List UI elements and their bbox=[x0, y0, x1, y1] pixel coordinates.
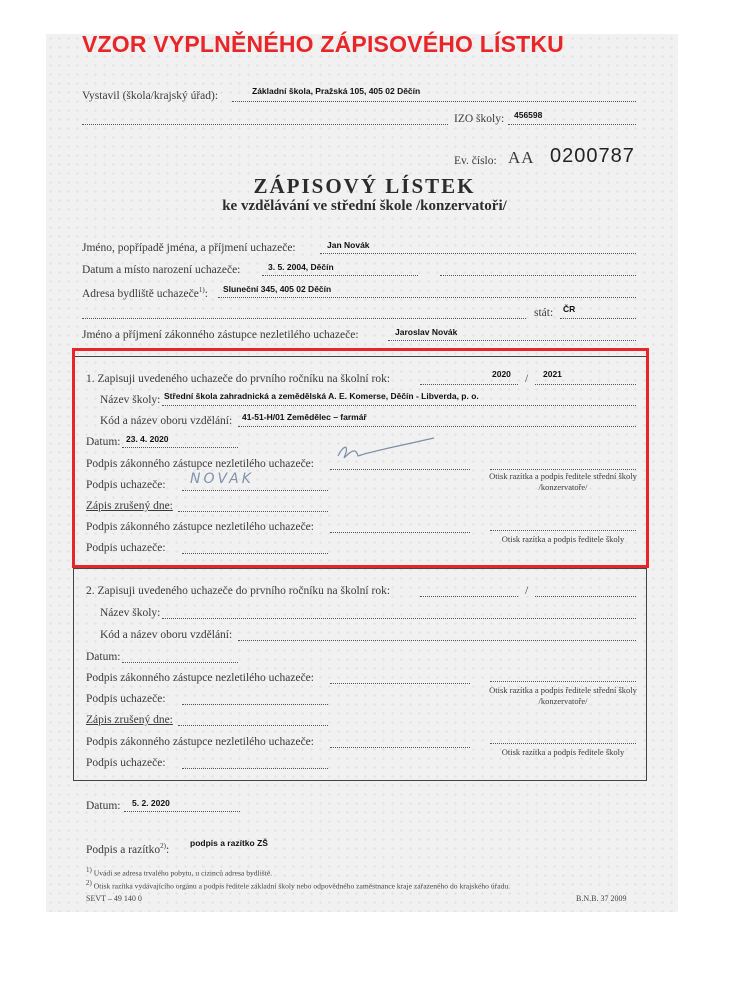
s2-field-label: Kód a název oboru vzdělání: bbox=[100, 629, 233, 641]
s1-year-to: 2021 bbox=[543, 369, 562, 379]
s2-field-line bbox=[238, 640, 636, 641]
s1-school-label: Název školy: bbox=[100, 394, 161, 406]
birth-line-2 bbox=[440, 275, 636, 276]
address-line-2 bbox=[82, 318, 526, 319]
footer-stamp-value: podpis a razítko ZŠ bbox=[190, 838, 268, 848]
s1-date-value: 23. 4. 2020 bbox=[126, 434, 169, 444]
s2-date-label: Datum: bbox=[86, 651, 121, 663]
state-label: stát: bbox=[534, 307, 554, 319]
form-heading: ZÁPISOVÝ LÍSTEK bbox=[253, 174, 476, 198]
s1-school-value: Střední škola zahradnická a zemědělská A. E. Komerse, Děčín - Libverda, p. o. bbox=[164, 391, 479, 401]
s1-date-line bbox=[122, 447, 238, 448]
s1-guardian-sig-line bbox=[330, 469, 470, 470]
s1-year-from-line bbox=[420, 384, 518, 385]
ev-number-value: 0200787 bbox=[550, 145, 635, 167]
s2-stamp2-line bbox=[490, 743, 636, 744]
s1-year-from: 2020 bbox=[492, 369, 511, 379]
footnote-1-mark: 1) bbox=[86, 866, 92, 874]
s1-cancel-line bbox=[178, 511, 328, 512]
s1-guardian-sig-label: Podpis zákonného zástupce nezletilého uchazeče: bbox=[86, 458, 314, 470]
footnote-2-mark: 2) bbox=[86, 879, 92, 887]
address-label: Adresa bydliště uchazeče$^{1)}$: bbox=[82, 286, 208, 300]
sevt-code: SEVT – 49 140 0 bbox=[86, 894, 142, 903]
s1-applicant-sig-label: Podpis uchazeče: bbox=[86, 479, 166, 491]
s2-applicant-sig-label-2: Podpis uchazeče: bbox=[86, 757, 166, 769]
s1-stamp1-caption: Otisk razítka a podpis ředitele střední školy /konzervatoře/ bbox=[489, 471, 637, 492]
bnb-code: B.N.B. 37 2009 bbox=[576, 894, 627, 903]
s2-guardian-sig-label: Podpis zákonného zástupce nezletilého uchazeče: bbox=[86, 672, 314, 684]
s2-school-line bbox=[162, 618, 636, 619]
s1-guardian-sig-line-2 bbox=[330, 532, 470, 533]
footer-stamp-label: Podpis a razítko$^{2)}$: bbox=[86, 842, 170, 856]
s1-field-line bbox=[238, 426, 636, 427]
izo-line bbox=[508, 124, 636, 125]
state-line bbox=[560, 318, 636, 319]
s2-year-to-line bbox=[535, 596, 636, 597]
s1-stamp2-line bbox=[490, 530, 636, 531]
s1-field-label: Kód a název oboru vzdělání: bbox=[100, 415, 233, 427]
footer-stamp-label-text: Podpis a razítko bbox=[86, 843, 161, 856]
birth-line bbox=[262, 275, 418, 276]
footnote-1-text: Uvádí se adresa trvalého pobytu, u cizinců adresa bydliště. bbox=[93, 868, 273, 878]
izo-label: IZO školy: bbox=[454, 113, 505, 125]
footnote-1 bbox=[86, 866, 272, 878]
s2-year-separator: / bbox=[525, 585, 529, 597]
s2-intro: 2. Zapisuji uvedeného uchazeče do prvního ročníku na školní rok: bbox=[86, 585, 391, 597]
ev-number-series: AA bbox=[508, 148, 535, 167]
s1-applicant-sig-line bbox=[182, 490, 328, 491]
s2-cancel-line bbox=[178, 725, 328, 726]
s1-year-separator: / bbox=[525, 373, 529, 385]
s2-stamp1-line bbox=[490, 681, 636, 682]
s1-field-value: 41-51-H/01 Zemědělec – farmář bbox=[242, 412, 367, 422]
s1-applicant-sig-line-2 bbox=[182, 553, 328, 554]
guardian-line bbox=[388, 340, 636, 341]
s2-guardian-sig-line-2 bbox=[330, 747, 470, 748]
s2-applicant-sig-line-2 bbox=[182, 768, 328, 769]
s1-guardian-sig-label-2: Podpis zákonného zástupce nezletilého uchazeče: bbox=[86, 521, 314, 533]
form-subheading: ke vzdělávání ve střední škole /konzervatoři/ bbox=[222, 198, 507, 214]
s1-cancel-label: Zápis zrušený dne: bbox=[86, 500, 173, 512]
s2-cancel-label: Zápis zrušený dne: bbox=[86, 714, 173, 726]
s1-applicant-sig-label-2: Podpis uchazeče: bbox=[86, 542, 166, 554]
izo-value: 456598 bbox=[514, 110, 543, 120]
footer-stamp-footnote-mark: 2) bbox=[160, 842, 166, 850]
address-footnote-mark: 1) bbox=[198, 286, 205, 294]
s2-date-line bbox=[122, 662, 238, 663]
sample-banner-title: VZOR VYPLNĚNÉHO ZÁPISOVÉHO LÍSTKU bbox=[82, 31, 564, 57]
s2-school-label: Název školy: bbox=[100, 607, 161, 619]
s1-intro: 1. Zapisuji uvedeného uchazeče do prvního ročníku na školní rok: bbox=[86, 373, 391, 385]
s1-stamp1-line bbox=[490, 469, 636, 470]
s1-school-line bbox=[162, 405, 636, 406]
applicant-name-value: Jan Novák bbox=[327, 240, 370, 250]
footnote-2 bbox=[86, 879, 510, 891]
applicant-name-line bbox=[320, 253, 636, 254]
ev-number-label: Ev. číslo: bbox=[454, 155, 497, 167]
footnote-2-text: Otisk razítka vydávajícího orgánu a podpis ředitele základní školy nebo odpovědného zaměstnance kraje zařazeného do krajského úřadu. bbox=[93, 881, 511, 891]
s1-applicant-signature: NOVAK bbox=[190, 471, 254, 487]
guardian-label: Jméno a příjmení zákonného zástupce nezletilého uchazeče: bbox=[82, 329, 359, 341]
footer-date-line bbox=[124, 811, 240, 812]
s2-applicant-sig-line bbox=[182, 704, 328, 705]
footer-date-value: 5. 2. 2020 bbox=[132, 798, 170, 808]
address-label-text: Adresa bydliště uchazeče bbox=[82, 287, 199, 300]
issuer-line-2 bbox=[82, 124, 448, 125]
applicant-name-label: Jméno, popřípadě jména, a příjmení uchazeče: bbox=[82, 242, 296, 254]
s2-guardian-sig-line bbox=[330, 683, 470, 684]
address-value: Sluneční 345, 405 02 Děčín bbox=[223, 284, 332, 294]
s2-applicant-sig-label: Podpis uchazeče: bbox=[86, 693, 166, 705]
s2-year-from-line bbox=[420, 596, 518, 597]
guardian-value: Jaroslav Novák bbox=[395, 327, 458, 337]
issuer-value: Základní škola, Pražská 105, 405 02 Děčín bbox=[252, 86, 421, 96]
birth-value: 3. 5. 2004, Děčín bbox=[268, 262, 334, 272]
issuer-label: Vystavil (škola/krajský úřad): bbox=[82, 90, 219, 102]
s1-year-to-line bbox=[535, 384, 636, 385]
address-line bbox=[218, 297, 636, 298]
birth-label: Datum a místo narození uchazeče: bbox=[82, 264, 241, 276]
s1-date-label: Datum: bbox=[86, 436, 121, 448]
state-value: ČR bbox=[563, 304, 576, 314]
issuer-line bbox=[232, 101, 636, 102]
s2-guardian-sig-label-2: Podpis zákonného zástupce nezletilého uchazeče: bbox=[86, 736, 314, 748]
s1-guardian-signature bbox=[330, 436, 440, 466]
s2-stamp2-caption: Otisk razítka a podpis ředitele školy bbox=[501, 747, 625, 757]
s2-stamp1-caption: Otisk razítka a podpis ředitele střední školy /konzervatoře/ bbox=[489, 685, 637, 706]
s1-stamp2-caption: Otisk razítka a podpis ředitele školy bbox=[501, 534, 625, 544]
footer-date-label: Datum: bbox=[86, 800, 121, 812]
